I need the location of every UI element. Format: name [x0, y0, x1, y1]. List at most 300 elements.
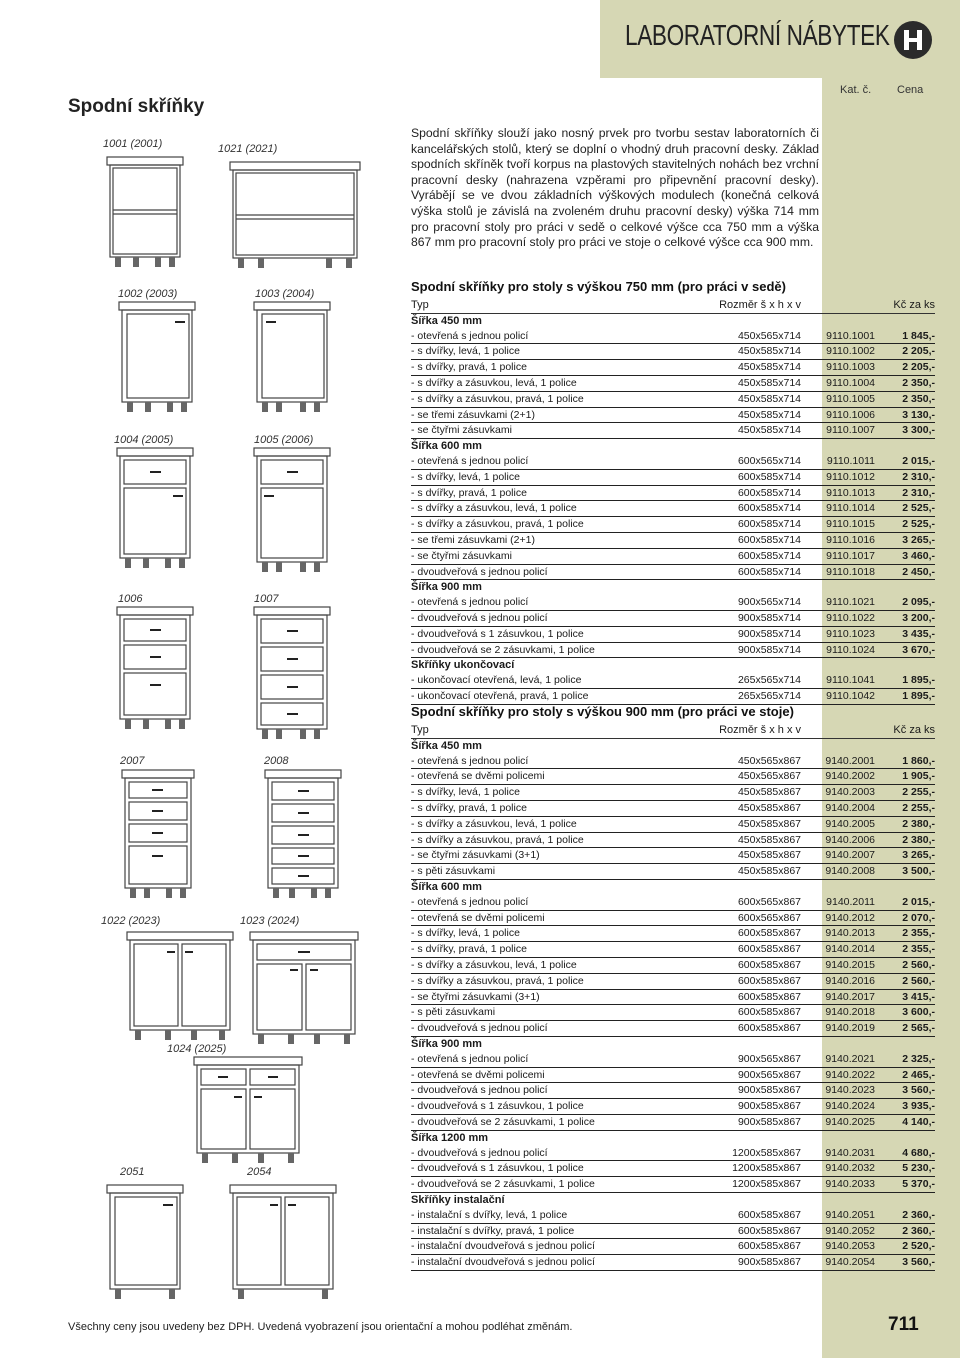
- item-size: 600x565x867: [711, 895, 801, 910]
- item-catalog-number: 9140.2014: [801, 942, 875, 958]
- item-catalog-number: 9110.1015: [801, 517, 875, 533]
- label-2008: 2008: [264, 755, 289, 767]
- header-type: Typ: [411, 723, 711, 738]
- item-catalog-number: 9140.2024: [801, 1099, 875, 1115]
- item-type: - dvoudveřová s jednou policí: [411, 564, 711, 580]
- item-price: 2 070,-: [875, 910, 935, 926]
- item-size: 600x585x714: [711, 517, 801, 533]
- item-type: - dvoudveřová se 2 zásuvkami, 1 police: [411, 1177, 711, 1193]
- header-price: Kč za ks: [875, 298, 935, 313]
- item-price: 2 380,-: [875, 832, 935, 848]
- item-size: 900x565x867: [711, 1052, 801, 1067]
- table-row: [411, 942, 935, 958]
- table-row: [411, 1067, 935, 1083]
- item-catalog-number: 9140.2011: [801, 895, 875, 910]
- label-1003: 1003 (2004): [255, 288, 315, 300]
- table-row: [411, 848, 935, 864]
- cabinet-1006-drawing: [115, 605, 195, 735]
- item-type: - s dvířky, levá, 1 police: [411, 926, 711, 942]
- item-catalog-number: 9110.1012: [801, 469, 875, 485]
- item-catalog-number: 9140.2019: [801, 1021, 875, 1037]
- label-1022: 1022 (2023): [101, 915, 161, 927]
- cabinet-1021-drawing: [228, 160, 362, 273]
- table-row: [411, 610, 935, 626]
- item-type: - s dvířky, pravá, 1 police: [411, 360, 711, 376]
- item-type: - dvoudveřová se 2 zásuvkami, 1 police: [411, 1114, 711, 1130]
- item-type: - instalační dvoudveřová s jednou policí: [411, 1255, 711, 1271]
- table-row: [411, 329, 935, 344]
- item-price: 2 095,-: [875, 595, 935, 610]
- item-type: - s dvířky a zásuvkou, pravá, 1 police: [411, 832, 711, 848]
- item-catalog-number: 9110.1011: [801, 454, 875, 469]
- header-size: Rozměr š x h x v: [711, 298, 801, 313]
- table-row: [411, 1021, 935, 1037]
- item-price: 3 460,-: [875, 548, 935, 564]
- group-name: Skříňky ukončovací: [411, 659, 515, 672]
- item-size: 450x585x867: [711, 800, 801, 816]
- group-row: [411, 738, 935, 753]
- item-size: 450x585x867: [711, 832, 801, 848]
- item-catalog-number: 9110.1016: [801, 532, 875, 548]
- price-table-900: [411, 723, 935, 1271]
- item-size: 600x585x714: [711, 501, 801, 517]
- item-price: 1 895,-: [875, 688, 935, 704]
- item-size: 600x565x714: [711, 454, 801, 469]
- brand-title: LABORATORNÍ NÁBYTEK: [625, 20, 890, 52]
- item-price: 3 200,-: [875, 610, 935, 626]
- item-type: - instalační dvoudveřová s jednou policí: [411, 1239, 711, 1255]
- item-price: 2 015,-: [875, 454, 935, 469]
- table-row: [411, 642, 935, 658]
- item-price: 1 895,-: [875, 673, 935, 688]
- table-row: [411, 375, 935, 391]
- item-price: 2 310,-: [875, 469, 935, 485]
- price-heading: Cena: [897, 84, 924, 96]
- item-catalog-number: 9140.2053: [801, 1239, 875, 1255]
- item-catalog-number: 9140.2054: [801, 1255, 875, 1271]
- intro-paragraph: Spodní skříňky slouží jako nosný prvek pro tvorbu sestav laboratorních či kancelářských stolů, který se doplní o vhodný druh pracovní desky. Základ spodních skříněk tvoří korpus na plastových stavitelných nohách bez vrchní pracovní desky (nahrazena vzpěrami pro připevnění pracovní desky). Vyrábějí se ve dvou základních výškových modulech (konečná celková výška stolů je závislá na zvoleném druhu pracovní desky) výška 714 mm pro pracovní stoly pro práci v sedě o celkové výšce cca 750 mm a výška 867 mm pro pracovní stoly pro práci ve stoje o celkové výšce cca 900 mm.: [411, 126, 819, 250]
- item-catalog-number: 9140.2016: [801, 973, 875, 989]
- item-type: - s pěti zásuvkami: [411, 864, 711, 880]
- group-name: Šířka 900 mm: [411, 581, 482, 594]
- item-type: - instalační s dvířky, levá, 1 police: [411, 1208, 711, 1223]
- price-table-750: [411, 298, 935, 705]
- item-size: 900x585x714: [711, 626, 801, 642]
- item-price: 3 415,-: [875, 989, 935, 1005]
- item-size: 900x565x714: [711, 595, 801, 610]
- cabinet-2008-drawing: [263, 768, 343, 903]
- item-type: - s dvířky a zásuvkou, pravá, 1 police: [411, 517, 711, 533]
- label-1024: 1024 (2025): [167, 1043, 227, 1055]
- item-type: - otevřená s jednou policí: [411, 329, 711, 344]
- page-title: Spodní skříňky: [68, 96, 205, 117]
- item-catalog-number: 9110.1013: [801, 485, 875, 501]
- item-price: 2 355,-: [875, 942, 935, 958]
- table-row: [411, 1052, 935, 1067]
- item-size: 600x585x867: [711, 973, 801, 989]
- group-row: [411, 879, 935, 894]
- item-type: - se čtyřmi zásuvkami: [411, 548, 711, 564]
- item-price: 3 265,-: [875, 532, 935, 548]
- table-row: [411, 926, 935, 942]
- item-catalog-number: 9110.1014: [801, 501, 875, 517]
- item-size: 450x565x867: [711, 754, 801, 769]
- table-row: [411, 1223, 935, 1239]
- item-catalog-number: 9110.1018: [801, 564, 875, 580]
- item-type: - s dvířky, levá, 1 police: [411, 469, 711, 485]
- item-catalog-number: 9140.2051: [801, 1208, 875, 1223]
- table-row: [411, 785, 935, 801]
- item-catalog-number: 9140.2025: [801, 1114, 875, 1130]
- item-type: - dvoudveřová s 1 zásuvkou, 1 police: [411, 1161, 711, 1177]
- header-type: Typ: [411, 298, 711, 313]
- cabinet-2051-drawing: [105, 1183, 185, 1303]
- item-price: 2 310,-: [875, 485, 935, 501]
- page-number: 711: [888, 1314, 919, 1335]
- item-size: 450x585x867: [711, 785, 801, 801]
- header-size: Rozměr š x h x v: [711, 723, 801, 738]
- group-name: Šířka 450 mm: [411, 314, 482, 327]
- item-catalog-number: 9110.1002: [801, 344, 875, 360]
- item-size: 900x585x714: [711, 642, 801, 658]
- item-size: 265x565x714: [711, 673, 801, 688]
- item-price: 5 370,-: [875, 1177, 935, 1193]
- item-size: 600x585x714: [711, 548, 801, 564]
- item-catalog-number: 9110.1003: [801, 360, 875, 376]
- group-row: [411, 580, 935, 595]
- catalog-number-heading: Kat. č.: [840, 84, 872, 96]
- footer-note: Všechny ceny jsou uvedeny bez DPH. Uvedená vyobrazení jsou orientační a mohou podléhat změnám.: [68, 1321, 573, 1333]
- item-catalog-number: 9140.2012: [801, 910, 875, 926]
- group-name: Šířka 900 mm: [411, 1037, 482, 1050]
- group-name: Šířka 1200 mm: [411, 1131, 489, 1144]
- item-catalog-number: 9140.2003: [801, 785, 875, 801]
- group-row: [411, 439, 935, 454]
- item-price: 2 450,-: [875, 564, 935, 580]
- item-price: 5 230,-: [875, 1161, 935, 1177]
- item-price: 2 525,-: [875, 501, 935, 517]
- item-price: 3 300,-: [875, 423, 935, 439]
- table-row: [411, 1208, 935, 1223]
- label-1006: 1006: [118, 593, 143, 605]
- item-type: - s dvířky a zásuvkou, levá, 1 police: [411, 501, 711, 517]
- item-size: 450x585x714: [711, 423, 801, 439]
- item-catalog-number: 9140.2002: [801, 769, 875, 785]
- table-row: [411, 1083, 935, 1099]
- table-row: [411, 564, 935, 580]
- item-price: 3 560,-: [875, 1255, 935, 1271]
- item-catalog-number: 9110.1006: [801, 407, 875, 423]
- item-size: 450x585x867: [711, 864, 801, 880]
- group-row: [411, 1130, 935, 1145]
- label-1007: 1007: [254, 593, 279, 605]
- item-type: - otevřená se dvěmi policemi: [411, 1067, 711, 1083]
- table-row: [411, 469, 935, 485]
- table-row: [411, 391, 935, 407]
- item-price: 2 360,-: [875, 1208, 935, 1223]
- table-row: [411, 864, 935, 880]
- item-price: 3 670,-: [875, 642, 935, 658]
- cabinet-1003-drawing: [252, 300, 332, 418]
- item-price: 3 560,-: [875, 1083, 935, 1099]
- item-price: 2 255,-: [875, 785, 935, 801]
- item-type: - dvoudveřová se 2 zásuvkami, 1 police: [411, 642, 711, 658]
- table-row: [411, 1005, 935, 1021]
- item-price: 2 380,-: [875, 816, 935, 832]
- item-catalog-number: 9140.2004: [801, 800, 875, 816]
- table-row: [411, 769, 935, 785]
- item-catalog-number: 9140.2007: [801, 848, 875, 864]
- label-1021: 1021 (2021): [218, 143, 278, 155]
- table-row: [411, 501, 935, 517]
- item-catalog-number: 9140.2013: [801, 926, 875, 942]
- item-catalog-number: 9140.2021: [801, 1052, 875, 1067]
- table-row: [411, 360, 935, 376]
- item-catalog-number: 9110.1021: [801, 595, 875, 610]
- table-row: [411, 957, 935, 973]
- table-row: [411, 423, 935, 439]
- item-catalog-number: 9140.2052: [801, 1223, 875, 1239]
- item-catalog-number: 9110.1023: [801, 626, 875, 642]
- table-row: [411, 973, 935, 989]
- section-900-title: Spodní skříňky pro stoly s výškou 900 mm (pro práci ve stoje): [411, 704, 794, 719]
- item-type: - dvoudveřová s 1 zásuvkou, 1 police: [411, 1099, 711, 1115]
- item-size: 900x565x867: [711, 1067, 801, 1083]
- item-type: - s dvířky, levá, 1 police: [411, 344, 711, 360]
- item-size: 265x565x714: [711, 688, 801, 704]
- cabinet-1022-drawing: [125, 930, 235, 1042]
- item-price: 3 265,-: [875, 848, 935, 864]
- item-size: 600x585x867: [711, 1239, 801, 1255]
- item-type: - otevřená se dvěmi policemi: [411, 769, 711, 785]
- item-price: 2 525,-: [875, 517, 935, 533]
- item-size: 600x585x867: [711, 942, 801, 958]
- item-type: - otevřená s jednou policí: [411, 754, 711, 769]
- item-catalog-number: 9110.1017: [801, 548, 875, 564]
- item-type: - otevřená s jednou policí: [411, 454, 711, 469]
- item-catalog-number: 9140.2015: [801, 957, 875, 973]
- table-row: [411, 407, 935, 423]
- item-type: - dvoudveřová s jednou policí: [411, 1021, 711, 1037]
- item-size: 900x585x714: [711, 610, 801, 626]
- table-row: [411, 517, 935, 533]
- item-type: - se třemi zásuvkami (2+1): [411, 407, 711, 423]
- item-type: - s pěti zásuvkami: [411, 1005, 711, 1021]
- item-type: - dvoudveřová s 1 zásuvkou, 1 police: [411, 626, 711, 642]
- cabinet-2007-drawing: [120, 768, 196, 903]
- item-type: - dvoudveřová s jednou policí: [411, 1146, 711, 1161]
- item-type: - se čtyřmi zásuvkami: [411, 423, 711, 439]
- table-row: [411, 595, 935, 610]
- item-price: 2 350,-: [875, 375, 935, 391]
- item-size: 450x585x714: [711, 344, 801, 360]
- item-size: 450x565x867: [711, 769, 801, 785]
- item-price: 1 845,-: [875, 329, 935, 344]
- cabinet-1004-drawing: [115, 446, 195, 574]
- item-size: 600x585x867: [711, 1223, 801, 1239]
- cabinet-1005-drawing: [252, 446, 332, 578]
- item-catalog-number: 9140.2006: [801, 832, 875, 848]
- table-row: [411, 816, 935, 832]
- item-size: 600x585x867: [711, 989, 801, 1005]
- item-type: - s dvířky, pravá, 1 police: [411, 800, 711, 816]
- item-catalog-number: 9140.2001: [801, 754, 875, 769]
- item-type: - otevřená s jednou policí: [411, 895, 711, 910]
- label-2007: 2007: [120, 755, 145, 767]
- item-price: 2 205,-: [875, 360, 935, 376]
- item-price: 2 205,-: [875, 344, 935, 360]
- table-row: [411, 454, 935, 469]
- header-cat: [801, 298, 875, 313]
- item-price: 4 680,-: [875, 1146, 935, 1161]
- cabinet-1007-drawing: [252, 605, 332, 745]
- item-price: 1 860,-: [875, 754, 935, 769]
- section-750-title: Spodní skříňky pro stoly s výškou 750 mm (pro práci v sedě): [411, 279, 786, 294]
- group-name: Skříňky instalační: [411, 1193, 505, 1206]
- table-header-row: [411, 298, 935, 313]
- item-catalog-number: 9110.1001: [801, 329, 875, 344]
- item-price: 2 350,-: [875, 391, 935, 407]
- label-1002: 1002 (2003): [118, 288, 178, 300]
- group-name: Šířka 450 mm: [411, 739, 482, 752]
- table-row: [411, 688, 935, 704]
- item-size: 1200x585x867: [711, 1161, 801, 1177]
- h-logo-icon: [893, 20, 933, 60]
- item-size: 600x585x867: [711, 1021, 801, 1037]
- table-row: [411, 832, 935, 848]
- item-size: 600x565x867: [711, 910, 801, 926]
- item-price: 4 140,-: [875, 1114, 935, 1130]
- item-size: 900x585x867: [711, 1114, 801, 1130]
- item-price: 2 520,-: [875, 1239, 935, 1255]
- item-price: 3 600,-: [875, 1005, 935, 1021]
- item-size: 450x585x714: [711, 360, 801, 376]
- item-size: 600x585x867: [711, 926, 801, 942]
- item-catalog-number: 9140.2031: [801, 1146, 875, 1161]
- item-size: 450x585x867: [711, 816, 801, 832]
- item-size: 900x585x867: [711, 1255, 801, 1271]
- item-size: 450x585x714: [711, 391, 801, 407]
- label-1004: 1004 (2005): [114, 434, 174, 446]
- item-catalog-number: 9110.1004: [801, 375, 875, 391]
- item-type: - s dvířky a zásuvkou, pravá, 1 police: [411, 391, 711, 407]
- item-catalog-number: 9140.2022: [801, 1067, 875, 1083]
- group-row: [411, 658, 935, 673]
- table-row: [411, 626, 935, 642]
- item-size: 600x585x867: [711, 1208, 801, 1223]
- table-row: [411, 1114, 935, 1130]
- item-type: - dvoudveřová s jednou policí: [411, 610, 711, 626]
- item-type: - instalační s dvířky, pravá, 1 police: [411, 1223, 711, 1239]
- item-catalog-number: 9110.1005: [801, 391, 875, 407]
- item-catalog-number: 9140.2023: [801, 1083, 875, 1099]
- item-type: - s dvířky a zásuvkou, pravá, 1 police: [411, 973, 711, 989]
- item-catalog-number: 9140.2018: [801, 1005, 875, 1021]
- item-price: 2 360,-: [875, 1223, 935, 1239]
- item-size: 450x585x714: [711, 407, 801, 423]
- item-size: 450x565x714: [711, 329, 801, 344]
- table-row: [411, 1177, 935, 1193]
- item-size: 900x585x867: [711, 1099, 801, 1115]
- table-row: [411, 1161, 935, 1177]
- item-size: 600x585x714: [711, 564, 801, 580]
- cabinet-1002-drawing: [117, 300, 197, 418]
- table-row: [411, 485, 935, 501]
- item-catalog-number: 9140.2033: [801, 1177, 875, 1193]
- item-catalog-number: 9140.2032: [801, 1161, 875, 1177]
- item-price: 2 325,-: [875, 1052, 935, 1067]
- item-size: 1200x585x867: [711, 1146, 801, 1161]
- item-price: 3 435,-: [875, 626, 935, 642]
- item-type: - s dvířky a zásuvkou, levá, 1 police: [411, 957, 711, 973]
- item-catalog-number: 9110.1042: [801, 688, 875, 704]
- item-price: 2 355,-: [875, 926, 935, 942]
- item-type: - otevřená se dvěmi policemi: [411, 910, 711, 926]
- table-row: [411, 754, 935, 769]
- label-2051: 2051: [120, 1166, 145, 1178]
- table-row: [411, 1239, 935, 1255]
- item-size: 600x585x867: [711, 957, 801, 973]
- group-name: Šířka 600 mm: [411, 880, 482, 893]
- cabinet-1023-drawing: [248, 930, 360, 1046]
- item-price: 2 255,-: [875, 800, 935, 816]
- item-price: 2 560,-: [875, 973, 935, 989]
- item-size: 450x585x714: [711, 375, 801, 391]
- item-price: 1 905,-: [875, 769, 935, 785]
- item-type: - ukončovací otevřená, pravá, 1 police: [411, 688, 711, 704]
- item-price: 3 130,-: [875, 407, 935, 423]
- item-type: - s dvířky, pravá, 1 police: [411, 942, 711, 958]
- item-price: 3 935,-: [875, 1099, 935, 1115]
- label-2054: 2054: [247, 1166, 272, 1178]
- item-type: - dvoudveřová s jednou policí: [411, 1083, 711, 1099]
- item-type: - se třemi zásuvkami (2+1): [411, 532, 711, 548]
- table-row: [411, 1146, 935, 1161]
- table-header-row: [411, 723, 935, 738]
- table-row: [411, 895, 935, 910]
- label-1023: 1023 (2024): [240, 915, 300, 927]
- item-type: - s dvířky, levá, 1 police: [411, 785, 711, 801]
- table-row: [411, 532, 935, 548]
- table-row: [411, 548, 935, 564]
- cabinet-2054-drawing: [228, 1183, 338, 1303]
- item-catalog-number: 9110.1022: [801, 610, 875, 626]
- item-catalog-number: 9110.1007: [801, 423, 875, 439]
- item-type: - se čtyřmi zásuvkami (3+1): [411, 848, 711, 864]
- item-type: - s dvířky, pravá, 1 police: [411, 485, 711, 501]
- item-catalog-number: 9110.1024: [801, 642, 875, 658]
- group-row: [411, 1036, 935, 1051]
- cabinet-1024-drawing: [192, 1055, 304, 1165]
- item-type: - otevřená s jednou policí: [411, 1052, 711, 1067]
- label-1005: 1005 (2006): [254, 434, 314, 446]
- table-row: [411, 800, 935, 816]
- header-cat: [801, 723, 875, 738]
- item-type: - otevřená s jednou policí: [411, 595, 711, 610]
- item-catalog-number: 9140.2008: [801, 864, 875, 880]
- item-price: 2 560,-: [875, 957, 935, 973]
- item-size: 600x585x714: [711, 469, 801, 485]
- item-price: 2 015,-: [875, 895, 935, 910]
- item-type: - s dvířky a zásuvkou, levá, 1 police: [411, 375, 711, 391]
- group-name: Šířka 600 mm: [411, 440, 482, 453]
- item-catalog-number: 9140.2005: [801, 816, 875, 832]
- item-size: 600x585x867: [711, 1005, 801, 1021]
- item-catalog-number: 9140.2017: [801, 989, 875, 1005]
- item-size: 900x585x867: [711, 1083, 801, 1099]
- table-row: [411, 673, 935, 688]
- group-row: [411, 1192, 935, 1207]
